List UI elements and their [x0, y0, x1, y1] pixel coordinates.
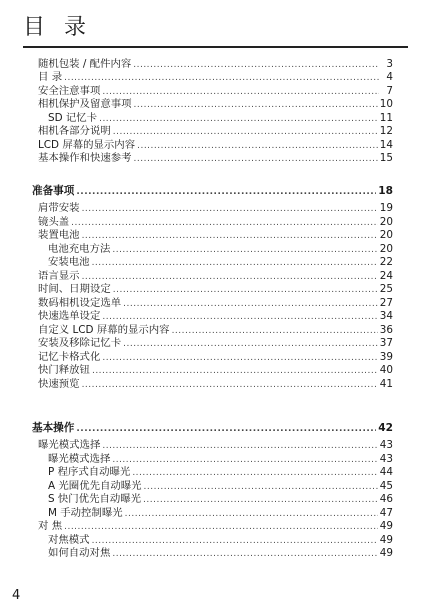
toc-entry-label: 曝光模式选择: [48, 452, 111, 465]
toc-entry-label: 安装及移除记忆卡: [38, 337, 122, 349]
toc-entry-page: 40: [379, 364, 393, 376]
toc-entry-label: SD 记忆卡: [48, 111, 98, 124]
toc-entry: [38, 125, 393, 139]
toc-entry-page: 27: [379, 296, 393, 309]
dot-leader: [82, 380, 378, 391]
toc-entry-label: 快速选单设定: [38, 310, 101, 322]
dot-leader: [64, 522, 378, 533]
toc-entry: [38, 283, 393, 297]
toc-entry-page: 44: [379, 466, 393, 478]
toc-entry-label: P 程序式自动曝光: [48, 466, 131, 478]
toc-section-preparation: [32, 184, 393, 391]
toc-entry-label: A 光圈优先自动曝光: [48, 479, 142, 492]
toc-entry-page: 7: [386, 84, 393, 97]
toc-entry-page: 10: [379, 98, 393, 110]
dot-leader: [112, 455, 377, 466]
toc-entry-label: 电池充电方法: [48, 242, 111, 255]
toc-entry-page: 41: [379, 377, 393, 390]
toc-entry-page: 19: [379, 202, 393, 214]
toc-entry-label: 基本操作: [32, 421, 75, 434]
toc-entry-page: 34: [379, 310, 393, 322]
toc-entry-label: 镜头盖: [38, 215, 70, 228]
toc-entry-page: 46: [379, 493, 393, 505]
toc-entry-label: 自定义 LCD 屏幕的显示内容: [38, 323, 170, 336]
toc-entry-label: 随机包装 / 配件内容: [38, 57, 132, 70]
toc-entry-label: 快门释放钮: [38, 364, 90, 376]
dot-leader: [134, 154, 378, 165]
toc-entry-page: 20: [379, 215, 393, 228]
dot-leader: [125, 509, 378, 520]
dot-leader: [133, 60, 379, 71]
dot-leader: [102, 441, 377, 452]
toc-entry-page: 49: [379, 533, 393, 546]
toc-entry: [38, 533, 393, 547]
toc-entry-label: 对 焦: [38, 520, 63, 532]
toc-entry: [38, 242, 393, 256]
toc-chapter-heading: [32, 184, 393, 198]
toc-entry-page: 3: [386, 57, 393, 70]
dot-leader: [82, 272, 378, 283]
dot-leader: [102, 87, 379, 98]
toc-entry-label: 记忆卡格式化: [38, 350, 101, 363]
dot-leader: [143, 495, 378, 506]
toc-entry-label: 数码相机设定选单: [38, 296, 122, 309]
toc-entry-label: 装置电池: [38, 229, 80, 241]
toc-entry-page: 37: [379, 337, 393, 349]
toc-entry: [38, 337, 393, 351]
toc-entry-page: 11: [379, 111, 393, 124]
toc-entry-label: S 快门优先自动曝光: [48, 493, 142, 505]
toc-entry-label: 肩带安装: [38, 202, 80, 214]
toc-entry-page: 39: [379, 350, 393, 363]
toc-entry-label: 相机各部分说明: [38, 125, 111, 137]
toc-entry: [38, 138, 393, 152]
toc-entry: [38, 364, 393, 378]
toc-entry-page: 49: [379, 547, 393, 559]
toc-entry: [38, 350, 393, 364]
toc-section-basic-operation: [32, 421, 393, 560]
dot-leader: [92, 258, 378, 269]
toc-entry-label: 对焦模式: [48, 533, 90, 546]
toc-entry-label: 曝光模式选择: [38, 439, 101, 451]
dot-leader: [82, 231, 378, 242]
toc-entry: [38, 377, 393, 391]
dot-leader: [71, 218, 378, 229]
dot-leader: [123, 339, 378, 350]
toc-entry-page: 43: [379, 439, 393, 451]
toc-entry: [38, 466, 393, 480]
dot-leader: [144, 482, 378, 493]
toc-entry: [38, 506, 393, 520]
dot-leader: [132, 468, 377, 479]
toc-entry-page: 25: [379, 283, 393, 295]
toc-entry-label: 目 录: [38, 71, 63, 83]
toc-entry: [38, 269, 393, 283]
toc-entry-label: 时间、日期设定: [38, 283, 111, 295]
toc-entry-page: 42: [378, 421, 393, 434]
toc-entry: [38, 111, 393, 125]
toc-entry-page: 15: [379, 152, 393, 164]
toc-entry-label: 如何自动对焦: [48, 547, 111, 559]
toc-entry-label: 安全注意事项: [38, 84, 101, 97]
page-number: 4: [12, 588, 21, 603]
toc-entry: [38, 439, 393, 453]
toc-entry: [38, 98, 393, 112]
toc-entry: [38, 296, 393, 310]
toc-entry-page: 12: [379, 125, 393, 137]
toc-entry-label: 安装电池: [48, 256, 90, 268]
dot-leader: [76, 424, 376, 435]
toc-entry: [38, 493, 393, 507]
toc-entry: [38, 215, 393, 229]
toc-entry: [38, 229, 393, 243]
toc-entry: [38, 202, 393, 216]
dot-leader: [102, 353, 377, 364]
toc-entry-label: 相机保护及留意事项: [38, 98, 132, 110]
toc-entry: [38, 84, 393, 98]
toc-entry-page: 14: [379, 138, 393, 151]
dot-leader: [123, 299, 378, 310]
toc-entry-page: 20: [379, 242, 393, 255]
dot-leader: [76, 187, 376, 198]
title-divider: [23, 46, 408, 48]
toc-entry-label: 准备事项: [32, 184, 75, 197]
toc-entry: [38, 57, 393, 71]
dot-leader: [64, 73, 379, 84]
dot-leader: [134, 100, 378, 111]
toc-entry-page: 43: [379, 452, 393, 465]
toc-entry-label: M 手动控制曝光: [48, 506, 123, 519]
toc-entry: [38, 547, 393, 561]
toc-entry-label: 语言显示: [38, 269, 80, 282]
toc-entry-label: 快速预览: [38, 377, 80, 390]
toc-entry-page: 22: [379, 256, 393, 268]
toc-entry-page: 4: [386, 71, 393, 83]
toc-entry: [38, 452, 393, 466]
dot-leader: [99, 114, 378, 125]
toc-entry-label: LCD 屏幕的显示内容: [38, 138, 136, 151]
dot-leader: [92, 366, 378, 377]
dot-leader: [172, 326, 378, 337]
toc-entry-page: 18: [378, 184, 393, 197]
dot-leader: [113, 127, 378, 138]
dot-leader: [92, 536, 378, 547]
dot-leader: [137, 141, 378, 152]
toc-entry: [38, 310, 393, 324]
page-title: 目 录: [23, 15, 92, 40]
toc-entry-page: 47: [379, 506, 393, 519]
toc-entry: [38, 71, 393, 85]
toc-entry-page: 49: [379, 520, 393, 532]
dot-leader: [82, 204, 378, 215]
toc-section-overview: [38, 57, 393, 165]
toc-entry-page: 24: [379, 269, 393, 282]
dot-leader: [102, 312, 377, 323]
dot-leader: [112, 549, 377, 560]
dot-leader: [113, 285, 378, 296]
toc-entry: [38, 152, 393, 166]
toc-entry-page: 45: [379, 479, 393, 492]
toc-entry-page: 20: [379, 229, 393, 241]
toc-entry: [38, 520, 393, 534]
toc-entry: [38, 479, 393, 493]
toc-entry-label: 基本操作和快速参考: [38, 152, 132, 164]
toc-chapter-heading: [32, 421, 393, 435]
toc-entry-page: 36: [379, 323, 393, 336]
toc-entry: [38, 323, 393, 337]
dot-leader: [112, 245, 377, 256]
toc-entry: [38, 256, 393, 270]
